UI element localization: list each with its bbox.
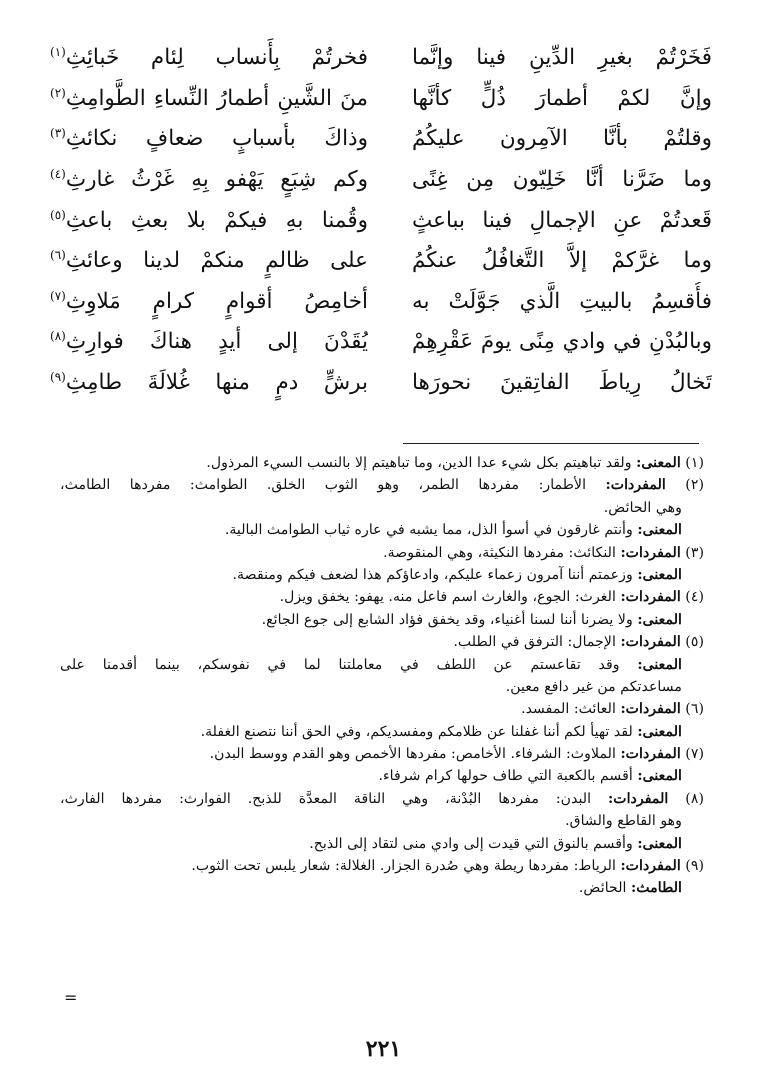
footnote-label: الطامث: bbox=[631, 880, 682, 897]
footnote-label: المعنى: bbox=[637, 566, 682, 583]
verse-first-hemistich: وما ضَرَّنا أنَّا خَلِيّون مِن غِنًى bbox=[412, 167, 712, 193]
verse-second-hemistich bbox=[50, 38, 368, 78]
footnote-number: (٧) bbox=[685, 746, 704, 763]
verse-second-hemistich bbox=[50, 160, 368, 200]
verse-second-hemistich bbox=[50, 119, 368, 159]
footnote-label: المفردات: bbox=[620, 701, 681, 718]
verse-second-text: وقُمنا بهِ فيكمْ بلا بعثِ باعثِ bbox=[65, 207, 368, 233]
footnote-text: ولقد تباهيتم بكل شيء عدا الدين، وما تباهيتم إلا بالنسب السيء المرذول. bbox=[206, 455, 632, 471]
poem-verse bbox=[50, 200, 712, 241]
poem-verse bbox=[50, 282, 712, 323]
verse-second-text: فخرتُمْ بِأَنساب لِئام خَبائِثِ bbox=[65, 45, 368, 71]
footnote-line bbox=[60, 631, 704, 653]
poem-verse bbox=[50, 119, 712, 160]
verse-second-text: وذاكَ بأسبابٍ ضعافٍ نكائثِ bbox=[65, 126, 368, 152]
verse-second-hemistich bbox=[50, 201, 368, 241]
footnote-line bbox=[60, 765, 704, 787]
footnote-number: (٤) bbox=[685, 589, 704, 606]
verse-second-text: وكم شِبَعٍ يَهْفو بِهِ غَرْثُ غارثِ bbox=[65, 167, 368, 193]
footnote-line bbox=[60, 586, 704, 608]
footnote-number: (٩) bbox=[685, 858, 704, 875]
verse-first-hemistich: وقلتُمْ بأنَّا الآمِرون عليكُمُ bbox=[412, 126, 712, 152]
verse-second-hemistich bbox=[50, 363, 368, 403]
footnote-text: الملاوث: الشرفاء. الأخامص: مفردها الأخمص وهو القدم ووسط البدن. bbox=[209, 746, 616, 763]
footnote-line bbox=[60, 564, 704, 586]
footnote-label: المعنى: bbox=[637, 835, 682, 852]
footnote-label: المعنى: bbox=[637, 723, 682, 740]
footnote-line bbox=[60, 877, 704, 899]
poem-block bbox=[50, 38, 712, 403]
footnote-label: المفردات: bbox=[620, 634, 681, 651]
footnote-text: وأنتم غارقون في أسوأ الذل، مما يشبه في عاره ثياب الطوامث البالية. bbox=[224, 522, 633, 539]
footnotes-block bbox=[60, 452, 704, 900]
footnote-text: النكائث: مفردها النكيثة، وهي المنقوصة. bbox=[383, 544, 616, 561]
footnote-ref[interactable]: (٧) bbox=[50, 288, 66, 303]
footnote-line bbox=[60, 788, 704, 810]
footnote-text: مساعدتكم من غير دافع معين. bbox=[505, 678, 682, 695]
verse-second-hemistich bbox=[50, 282, 368, 322]
footnote-text: وهو القاطع والشاق. bbox=[565, 813, 682, 830]
footnote-label: المفردات: bbox=[605, 477, 666, 494]
footnote-text: وقد تقاعستم عن اللطف في معاملتنا لما في نفوسكم، بينما أقدمنا على bbox=[60, 656, 620, 673]
footnote-text: البدن: مفردها البُدْنة، وهي الناقة المعدَّة للذبح. الفوارث: مفردها الفارث، bbox=[60, 790, 592, 807]
poem-verse bbox=[50, 363, 712, 404]
footnote-text: وأقسم بالنوق التي قيدت إلى وادي منى لتقاد إلى الذبح. bbox=[309, 835, 633, 852]
verse-first-hemistich: وبالبُدْنِ في وادي مِنًى يومَ عَقْرِهِمْ bbox=[412, 329, 712, 355]
footnote-ref[interactable]: (٨) bbox=[50, 329, 66, 344]
footnote-line bbox=[60, 833, 704, 855]
footnote-label: المفردات: bbox=[620, 858, 681, 875]
poem-verse bbox=[50, 241, 712, 282]
footnote-label: المعنى: bbox=[637, 522, 682, 539]
footnote-text: وهي الحائض. bbox=[603, 499, 682, 516]
footnote-label: المفردات: bbox=[620, 544, 681, 561]
verse-second-text: برشٍّ دمٍ منها غُلالَةَ طامِثِ bbox=[65, 370, 368, 396]
footnote-separator bbox=[403, 443, 699, 444]
poem-verse bbox=[50, 160, 712, 201]
verse-first-hemistich: فأُقسِمُ بالبيتِ الَّذي جَوَّلَتْ به bbox=[412, 288, 712, 314]
footnote-line bbox=[60, 654, 704, 676]
footnote-ref[interactable]: (٣) bbox=[50, 126, 66, 141]
footnote-line bbox=[60, 676, 704, 698]
verse-second-hemistich bbox=[50, 79, 368, 119]
page-number: ٢٢١ bbox=[365, 1036, 402, 1062]
footnote-line bbox=[60, 855, 704, 877]
footnote-ref[interactable]: (٢) bbox=[50, 85, 66, 100]
footnote-text: الغرث: الجوع، والغارث اسم فاعل منه. يهفو: يخفق ويزل. bbox=[279, 589, 616, 606]
footnote-ref[interactable]: (٤) bbox=[50, 166, 66, 181]
continuation-mark: = bbox=[64, 988, 78, 1007]
footnote-ref[interactable]: (٩) bbox=[50, 369, 66, 384]
footnote-label: المفردات: bbox=[608, 790, 669, 807]
footnote-text: الرياط: مفردها ريطة وهي صُدرة الجزار. الغلالة: شعار يلبس تحت الثوب. bbox=[191, 858, 616, 875]
footnote-text: ولا يضرنا أننا لسنا أغنياء، وقد يخفق فؤاد الشابع إلى جوع الجائع. bbox=[261, 611, 633, 628]
footnote-text: الأطمار: مفردها الطمر، وهو الثوب الخلق. الطوامث: مفردها الطامث، bbox=[60, 477, 587, 494]
verse-second-text: أخامِصُ أقوامٍ كرامٍ مَلاوِثِ bbox=[65, 288, 368, 314]
footnote-label: المعنى: bbox=[637, 768, 682, 785]
footnote-label: المفردات: bbox=[620, 589, 681, 606]
footnote-line bbox=[60, 542, 704, 564]
verse-second-text: يُقَدْنَ إلى أيدٍ هناكَ فوارِثِ bbox=[65, 329, 368, 355]
footnote-line bbox=[60, 609, 704, 631]
verse-first-hemistich: فَخَرْتُمْ بغيرِ الدِّينِ فينا وإنَّما bbox=[412, 45, 712, 71]
footnote-number: (٢) bbox=[685, 477, 704, 494]
footnote-number: (١) bbox=[685, 455, 704, 471]
poem-verse bbox=[50, 322, 712, 363]
verse-first-hemistich: تَخالُ رِياطَ الفاتِقينَ نحورَها bbox=[412, 370, 712, 396]
footnote-line bbox=[60, 474, 704, 496]
footnote-number: (٣) bbox=[685, 544, 704, 561]
footnote-text: الحائض. bbox=[578, 880, 627, 897]
footnote-line bbox=[60, 698, 704, 720]
footnote-text: لقد تهيأ لكم أننا غفلنا عن ظلامكم ومفسديكم، وفي الحق أننا نتصنع الغفلة. bbox=[200, 723, 633, 740]
footnote-line bbox=[60, 743, 704, 765]
footnote-line bbox=[60, 497, 704, 519]
footnote-line bbox=[60, 810, 704, 832]
verse-first-hemistich: قَعدتُمْ عنِ الإجمالِ فينا بباعثٍ bbox=[412, 207, 712, 233]
footnote-ref[interactable]: (١) bbox=[50, 45, 66, 60]
poem-verse bbox=[50, 79, 712, 120]
footnote-label: المعنى: bbox=[637, 611, 682, 628]
verse-second-text: منَ الشَّينِ أطمارُ النِّساءِ الطَّوامِثِ bbox=[65, 85, 368, 111]
poem-verse bbox=[50, 38, 712, 79]
footnote-line bbox=[60, 519, 704, 541]
verse-first-hemistich: وإنَّ لكمْ أطمارَ ذُلٍّ كأنَّها bbox=[412, 85, 712, 111]
footnote-label: المعنى: bbox=[636, 455, 681, 471]
footnote-line bbox=[60, 721, 704, 743]
footnote-label: المعنى: bbox=[637, 656, 682, 673]
verse-second-text: على ظالمٍ منكمْ لدينا وعائثِ bbox=[65, 248, 368, 274]
verse-first-hemistich: وما غرَّكمْ إلاَّ التَّغافُلُ عنكُمُ bbox=[412, 248, 712, 274]
footnote-ref[interactable]: (٦) bbox=[50, 248, 66, 263]
footnote-text: أقسم بالكعبة التي طاف حولها كرام شرفاء. bbox=[378, 768, 633, 785]
verse-second-hemistich bbox=[50, 322, 368, 362]
footnote-number: (٨) bbox=[685, 790, 704, 807]
footnote-text: الإجمال: الترفق في الطلب. bbox=[453, 634, 616, 651]
footnote-line bbox=[60, 452, 704, 474]
verse-second-hemistich bbox=[50, 241, 368, 281]
footnote-ref[interactable]: (٥) bbox=[50, 207, 66, 222]
footnote-number: (٥) bbox=[685, 634, 704, 651]
footnote-number: (٦) bbox=[685, 701, 704, 718]
footnote-text: وزعمتم أننا آمرون زعماء عليكم، وادعاؤكم هذا لضعف فيكم ومنقصة. bbox=[232, 566, 633, 583]
footnote-text: العائث: المفسد. bbox=[521, 701, 616, 718]
footnote-label: المفردات: bbox=[620, 746, 681, 763]
